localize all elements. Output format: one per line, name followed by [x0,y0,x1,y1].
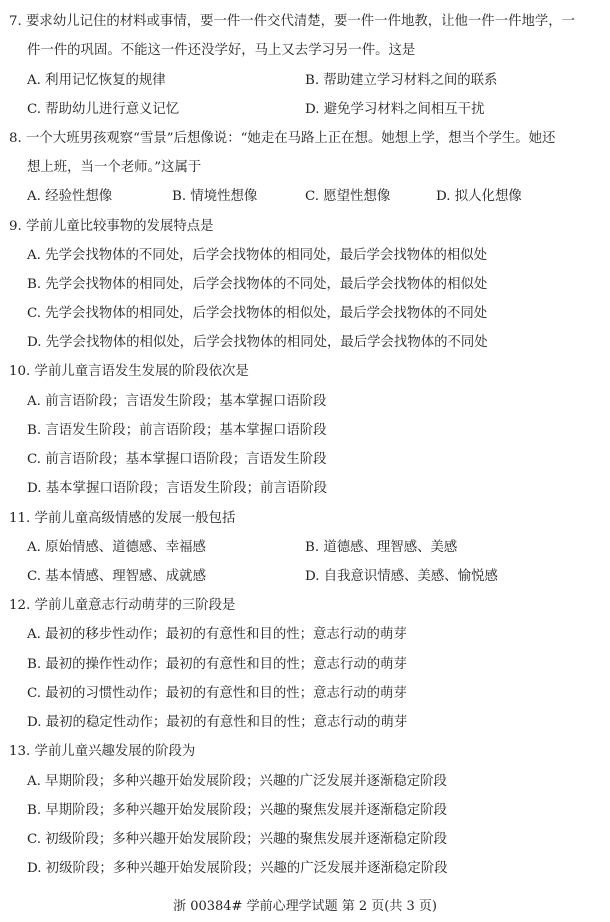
question-9-option-c: C. 先学会找物体的相同处，后学会找物体的相似处，最后学会找物体的不同处 [27,306,488,321]
question-7-option-b: B. 帮助建立学习材料之间的联系 [305,73,498,88]
question-12-stem: 12. 学前儿童意志行动萌芽的三阶段是 [9,598,236,613]
question-13-option-b: B. 早期阶段；多种兴趣开始发展阶段；兴趣的聚焦发展并逐渐稳定阶段 [27,803,448,818]
question-10-option-a: A. 前言语阶段；言语发生阶段；基本掌握口语阶段 [27,394,327,409]
question-12-option-d: D. 最初的稳定性动作；最初的有意性和目的性；意志行动的萌芽 [27,715,408,730]
question-7-option-a: A. 利用记忆恢复的规律 [27,73,166,88]
page-footer: 浙 00384# 学前心理学试题 第 2 页(共 3 页) [173,899,437,914]
question-10-option-b: B. 言语发生阶段；前言语阶段；基本掌握口语阶段 [27,423,327,438]
question-8-stem: 8. 一个大班男孩观察“雪景”后想像说：“她走在马路上正在想。她想上学，想当个学生。她还 [9,131,556,146]
question-10-stem: 10. 学前儿童言语发生发展的阶段依次是 [9,364,249,379]
question-8-option-d: D. 拟人化想像 [436,189,522,204]
question-10-option-d: D. 基本掌握口语阶段；言语发生阶段；前言语阶段 [27,481,327,496]
question-13-option-c: C. 初级阶段；多种兴趣开始发展阶段；兴趣的聚焦发展并逐渐稳定阶段 [27,832,447,847]
question-9-stem: 9. 学前儿童比较事物的发展特点是 [9,219,214,234]
question-13-stem: 13. 学前儿童兴趣发展的阶段为 [9,744,196,759]
question-7-option-d: D. 避免学习材料之间相互干扰 [305,102,485,117]
question-8-stem-cont: 想上班，当一个老师。”这属于 [27,160,202,175]
question-12-option-b: B. 最初的操作性动作；最初的有意性和目的性；意志行动的萌芽 [27,657,407,672]
question-7-option-c: C. 帮助幼儿进行意义记忆 [27,102,180,117]
question-12-option-c: C. 最初的习惯性动作；最初的有意性和目的性；意志行动的萌芽 [27,686,407,701]
question-9-option-a: A. 先学会找物体的不同处，后学会找物体的相同处，最后学会找物体的相似处 [27,248,488,263]
question-13-option-a: A. 早期阶段；多种兴趣开始发展阶段；兴趣的广泛发展并逐渐稳定阶段 [27,774,447,789]
question-10-option-c: C. 前言语阶段；基本掌握口语阶段；言语发生阶段 [27,452,327,467]
question-9-option-b: B. 先学会找物体的相同处，后学会找物体的不同处，最后学会找物体的相似处 [27,277,488,292]
question-8-option-b: B. 情境性想像 [172,189,258,204]
question-13-option-d: D. 初级阶段；多种兴趣开始发展阶段；兴趣的广泛发展并逐渐稳定阶段 [27,861,448,876]
question-8-option-a: A. 经验性想像 [27,189,113,204]
question-7-stem: 7. 要求幼儿记住的材料或事情，要一件一件交代清楚，要一件一件地教，让他一件一件地学，一 [9,14,576,29]
question-11-option-c: C. 基本情感、理智感、成就感 [27,569,206,584]
question-11-option-b: B. 道德感、理智感、美感 [305,540,458,555]
question-7-stem-cont: 件一件的巩固。不能这一件还没学好，马上又去学习另一件。这是 [27,43,416,58]
question-11-option-a: A. 原始情感、道德感、幸福感 [27,540,206,555]
question-12-option-a: A. 最初的移步性动作；最初的有意性和目的性；意志行动的萌芽 [27,627,407,642]
question-11-stem: 11. 学前儿童高级情感的发展一般包括 [9,511,236,526]
question-8-option-c: C. 愿望性想像 [305,189,391,204]
question-9-option-d: D. 先学会找物体的相似处，后学会找物体的相同处，最后学会找物体的不同处 [27,335,488,350]
question-11-option-d: D. 自我意识情感、美感、愉悦感 [305,569,498,584]
